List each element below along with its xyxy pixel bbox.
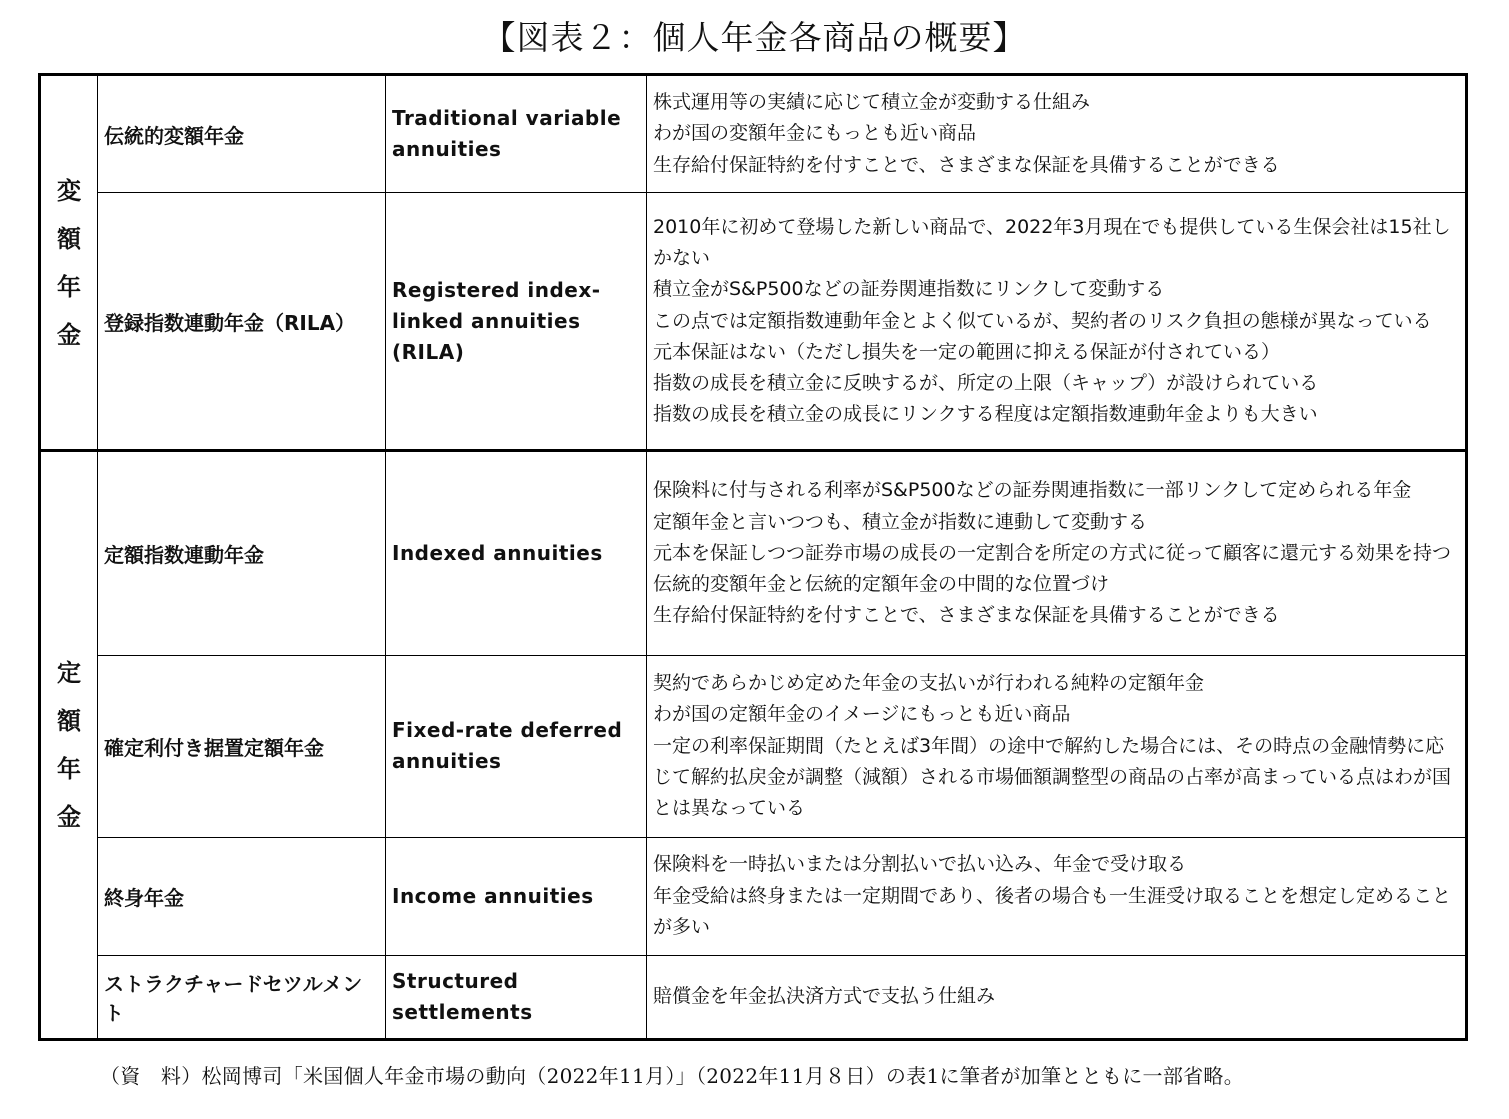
product-description [647, 955, 1467, 1039]
description-line: 定額年金と言いつつも、積立金が指数に連動して変動する [653, 510, 1148, 533]
table-row [40, 451, 1467, 655]
description-line: この点では定額指数連動年金とよく似ているが、契約者のリスク負担の態様が異なっている [653, 309, 1432, 332]
description-line: 元本を保証しつつ証券市場の成長の一定割合を所定の方式に従って顧客に還元する効果を持つ [653, 541, 1452, 564]
group-label-fixed: 定額年金 [40, 451, 98, 1040]
table-row [40, 655, 1467, 837]
product-name-jp: ストラクチャードセツルメント [98, 955, 386, 1039]
description-line: 生存給付保証特約を付すことで、さまざまな保証を具備することができる [653, 604, 1280, 627]
group-label-variable: 変額年金 [40, 75, 98, 451]
description-line: 積立金がS&P500などの証券関連指数にリンクして変動する [653, 278, 1165, 301]
description-line: わが国の定額年金のイメージにもっとも近い商品 [653, 703, 1071, 726]
description-line: 契約であらかじめ定めた年金の支払いが行われる純粋の定額年金 [653, 671, 1205, 694]
table-row [40, 193, 1467, 451]
product-name-en: Indexed annuities [386, 451, 647, 655]
product-description [647, 75, 1467, 193]
annuity-table [38, 73, 1468, 1041]
product-name-en: Registered index-linked annuities (RILA) [386, 193, 647, 451]
description-line: 指数の成長を積立金の成長にリンクする程度は定額指数連動年金よりも大きい [653, 403, 1318, 426]
product-description [647, 193, 1467, 451]
product-name-jp: 登録指数連動年金（RILA） [98, 193, 386, 451]
product-name-jp: 伝統的変額年金 [98, 75, 386, 193]
description-line: 指数の成長を積立金に反映するが、所定の上限（キャップ）が設けられている [653, 372, 1319, 395]
description-line: 賠償金を年金払決済方式で支払う仕組み [653, 985, 996, 1008]
product-name-jp: 定額指数連動年金 [98, 451, 386, 655]
product-name-en: Structured settlements [386, 955, 647, 1039]
product-name-en: Fixed-rate deferred annuities [386, 655, 647, 837]
product-name-en: Traditional variable annuities [386, 75, 647, 193]
table-row [40, 837, 1467, 955]
description-line: 保険料を一時払いまたは分割払いで払い込み、年金で受け取る [653, 853, 1187, 876]
description-line: わが国の変額年金にもっとも近い商品 [653, 122, 977, 145]
description-line: 伝統的変額年金と伝統的定額年金の中間的な位置づけ [653, 573, 1110, 596]
description-line: 元本保証はない（ただし損失を一定の範囲に抑える保証が付されている） [653, 340, 1281, 363]
description-line: 株式運用等の実績に応じて積立金が変動する仕組み [653, 91, 1091, 114]
description-line: 年金受給は終身または一定期間であり、後者の場合も一生涯受け取ることを想定し定めることが多い [653, 884, 1452, 938]
product-name-jp: 終身年金 [98, 837, 386, 955]
page-title: 【図表２：個人年金各商品の概要】 [482, 18, 1027, 57]
table-row [40, 75, 1467, 193]
description-line: 保険料に付与される利率がS&P500などの証券関連指数に一部リンクして定められる年金 [653, 479, 1412, 502]
description-line: 2010年に初めて登場した新しい商品で、2022年3月現在でも提供している生保会社は15社しかない [653, 215, 1451, 269]
product-name-jp: 確定利付き据置定額年金 [98, 655, 386, 837]
source-note: （資 料）松岡博司「米国個人年金市場の動向（2022年11月）」（2022年11月８日）の表1に筆者が加筆とともに一部省略。 [100, 1064, 1245, 1088]
table-row [40, 955, 1467, 1039]
product-description [647, 655, 1467, 837]
product-description [647, 837, 1467, 955]
product-description [647, 451, 1467, 655]
product-name-en: Income annuities [386, 837, 647, 955]
description-line: 一定の利率保証期間（たとえば3年間）の途中で解約した場合には、その時点の金融情勢に応じて解約払戻金が調整（減額）される市場価額調整型の商品の占率が高まっている点はわが国とは異なっている [653, 734, 1452, 820]
description-line: 生存給付保証特約を付すことで、さまざまな保証を具備することができる [653, 153, 1280, 176]
